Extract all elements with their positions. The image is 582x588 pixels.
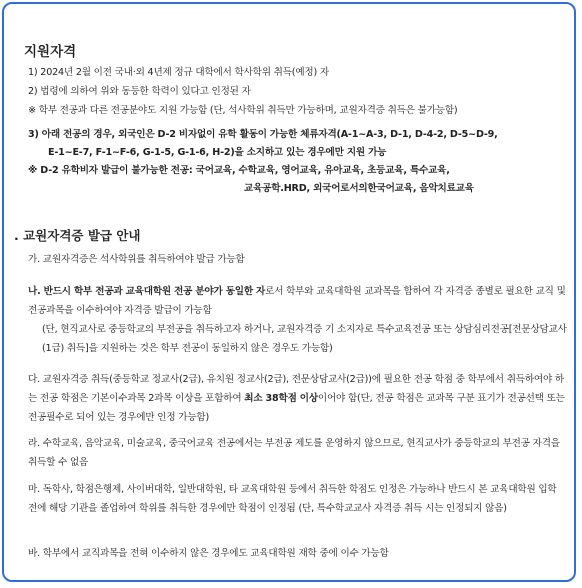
item-da-text-post: 이어야 함(단, 전공 학점은 교과목 구분 표기가 전공선택 또는 전공필수로 되어 있는 경우에만 인정 가능함): [28, 393, 565, 423]
eligibility-item-1: 1) 2024년 2월 이전 국내·외 4년제 정규 대학에서 학사학위 취득(예정) 자: [28, 67, 329, 78]
eligibility-note: ※ 학부 전공과 다른 전공분야도 지원 가능함 (단, 석사학위 취득만 가능하며, 교원자격증 취득은 불가능함): [28, 105, 458, 116]
item-da: [28, 370, 568, 427]
document-content: [14, 14, 570, 579]
eligibility-item-3-line2: E-1~E-7, F-1~F-6, G-1-5, G-1-6, H-2)을 소지하고 있는 경우에만 지원 가능: [48, 147, 387, 158]
item-da-text-pre: 다. 교원자격증 취득(중등학교 정교사(2급), 유치원 정교사(2급), 전문상담교사(2급))에 필요한 전공 학점 중 학부에서 취득하여야 하는 전공 학점은 기본이수과목 2과목 이상을 포함하여: [28, 374, 564, 404]
item-ma: 마. 독학사, 학점은행제, 사이버대학, 일반대학원, 타 교육대학원 등에서 취득한 학점도 인정은 가능하나 반드시 본 교육대학원 입학 전에 해당 기관을 졸업하여 학위를 취득한 경우에만 학점이 인정됨 (단, 특수학교교사 자격증 취득 시는 인정되지 않음): [28, 484, 557, 514]
document-frame: [2, 2, 576, 582]
section-title-eligibility: 지원자격: [24, 44, 77, 60]
item-na-note: (단, 현직교사로 중등학교의 부전공을 취득하고자 하거나, 교원자격증 기 소지자로 특수교육전공 또는 상담심리전공[전문상담교사(1급) 취득]을 지원하는 것은 학부 전공이 동일하지 않은 경우도 가능함): [42, 324, 567, 354]
item-na-text: 로서 학부와 교육대학원 교과목을 합하여 각 자격증 종별로 필요한 교직 및 전공과목을 이수하여야 자격증 발급이 가능함: [28, 286, 566, 316]
item-ga: 가. 교원자격증은 석사학위를 취득하여야 발급 가능함: [28, 254, 245, 265]
item-na: [28, 282, 568, 320]
item-na-emphasis: 나. 반드시 학부 전공과 교육대학원 전공 분야가 동일한 자: [28, 286, 266, 297]
visa-note-line1: ※ D-2 유학비자 발급이 불가능한 전공: 국어교육, 수학교육, 영어교육, 유아교육, 초등교육, 특수교육,: [28, 165, 450, 176]
item-da-emphasis: 최소 38학점 이상: [244, 393, 318, 404]
section-title-certificate: . 교원자격증 발급 안내: [14, 228, 141, 243]
eligibility-item-2: 2) 법령에 의하여 위와 동등한 학력이 있다고 인정된 자: [28, 86, 251, 97]
visa-note-line2: 교육공학.HRD, 외국어로서의한국어교육, 음악치료교육: [244, 183, 474, 194]
eligibility-item-3-line1: 3) 아래 전공의 경우, 외국인은 D-2 비자없이 유학 활동이 가능한 체류자격(A-1~A-3, D-1, D-4-2, D-5~D-9,: [28, 129, 498, 140]
item-ra: 라. 수학교육, 음악교육, 미술교육, 중국어교육 전공에서는 부전공 제도를 운영하지 않으므로, 현직교사가 중등학교의 부전공 자격을 취득할 수 없음: [28, 438, 560, 468]
item-ba: 바. 학부에서 교직과목을 전혀 이수하지 않은 경우에도 교육대학원 재학 중에 이수 가능함: [28, 548, 389, 559]
